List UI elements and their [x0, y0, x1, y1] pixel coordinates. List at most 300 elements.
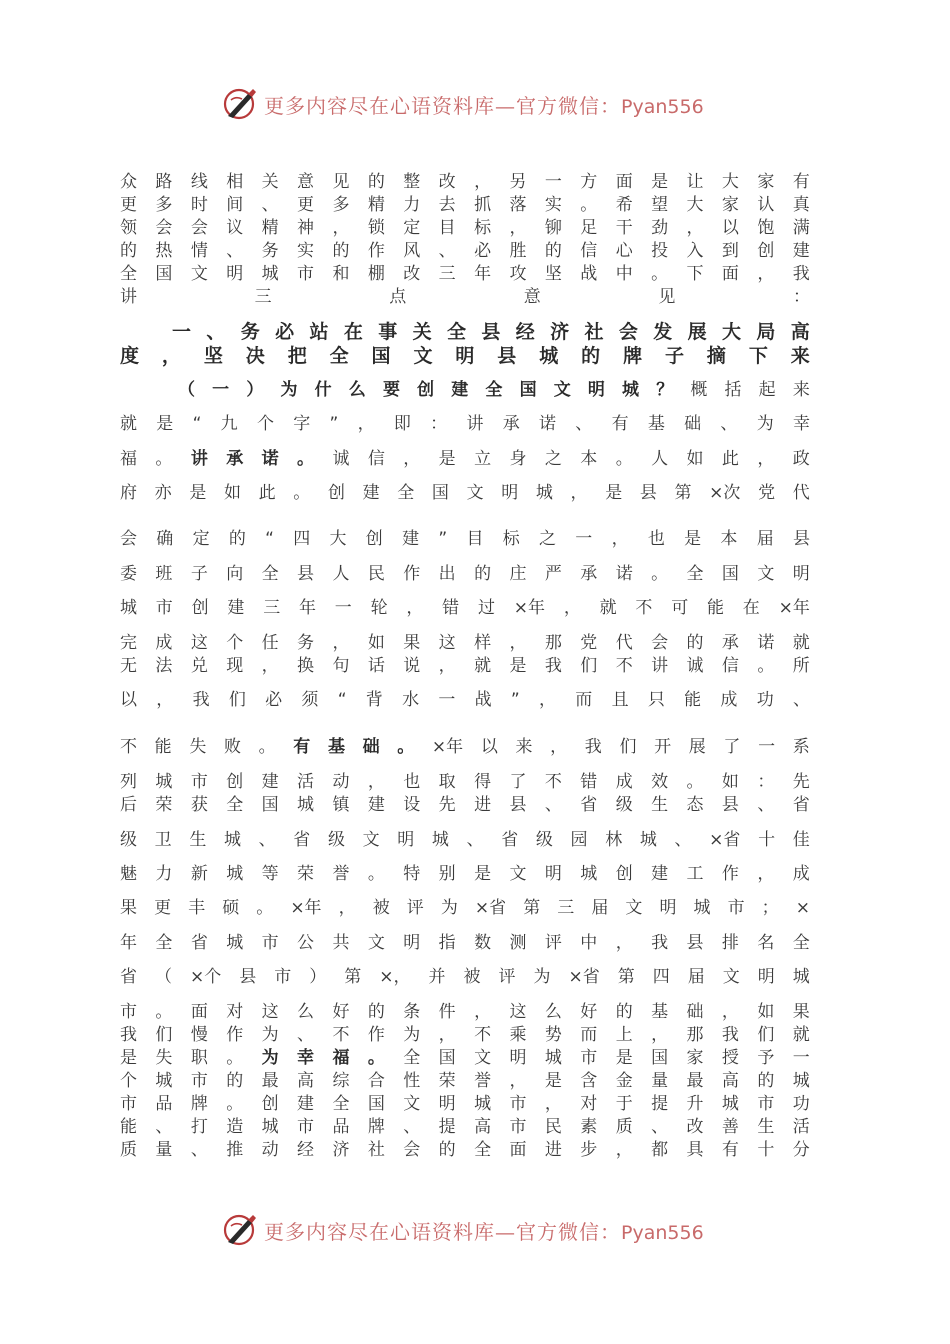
char: 只: [647, 690, 665, 710]
char: 、: [155, 1117, 173, 1137]
char: 一: [758, 737, 776, 757]
char: ×年: [513, 598, 546, 618]
char: （: [178, 380, 195, 400]
char: ，: [757, 864, 775, 884]
char: 诚: [686, 656, 704, 676]
char: 品: [332, 1117, 350, 1137]
char: 名: [757, 933, 775, 953]
char: 全: [474, 1140, 492, 1160]
char: 。: [367, 1048, 385, 1068]
char: 。: [256, 898, 274, 918]
char: 牌: [623, 345, 643, 367]
char: 取: [438, 772, 456, 792]
char: ”: [438, 529, 448, 549]
char: 我: [584, 737, 602, 757]
char: 战: [474, 690, 492, 710]
char: 国: [519, 380, 537, 400]
char: 之: [539, 529, 556, 549]
char: 不: [635, 598, 653, 618]
char: 作: [226, 1025, 244, 1045]
char: 后: [120, 795, 137, 815]
char: ，: [509, 218, 527, 238]
char: ，: [539, 690, 556, 710]
char: ，: [474, 1002, 492, 1022]
text-line: [120, 654, 810, 678]
char: 林: [605, 830, 623, 850]
char: 来: [792, 380, 810, 400]
char: 园: [570, 830, 588, 850]
char: 县: [639, 483, 657, 503]
char: 动: [332, 772, 350, 792]
char: 饱: [757, 218, 775, 238]
char: 是: [684, 529, 702, 549]
char: 文: [190, 264, 208, 284]
char: 就: [792, 1025, 810, 1045]
char: 摘: [706, 345, 726, 367]
char: 基: [327, 737, 345, 757]
char: 佳: [792, 830, 810, 850]
char: ？: [656, 380, 674, 400]
char: 会: [403, 1140, 421, 1160]
char: 建: [297, 1094, 315, 1114]
char: 为: [533, 967, 551, 987]
char: 么: [348, 380, 366, 400]
char: 。: [155, 449, 173, 469]
char: 起: [758, 380, 776, 400]
char: 我: [721, 1025, 739, 1045]
char: 荣: [297, 864, 315, 884]
char: 意: [523, 287, 541, 307]
text-line: [120, 481, 810, 505]
char: 个: [120, 1071, 137, 1091]
char: 县: [497, 345, 517, 367]
char: 力: [403, 195, 421, 215]
char: 品: [155, 1094, 173, 1114]
char: 级: [535, 830, 553, 850]
char: 站: [309, 321, 329, 343]
section-heading-line: [120, 344, 810, 368]
char: 大: [686, 195, 704, 215]
char: 明: [659, 898, 677, 918]
char: 级: [327, 830, 345, 850]
char: 。: [258, 737, 276, 757]
char: 具: [686, 1140, 704, 1160]
char: 民: [367, 564, 385, 584]
char: 大: [721, 172, 739, 192]
char: 福: [332, 1048, 350, 1068]
text-line: [120, 447, 810, 471]
char: 的: [474, 564, 492, 584]
char: 面: [615, 172, 633, 192]
char: 生: [189, 830, 207, 850]
char: 入: [686, 241, 704, 261]
char: 们: [228, 690, 246, 710]
char: 和: [332, 264, 350, 284]
text-line: [120, 931, 810, 955]
char: 上: [615, 1025, 633, 1045]
char: 不: [615, 656, 633, 676]
char: 精: [261, 218, 279, 238]
char: 果: [792, 1002, 810, 1022]
char: 更: [297, 195, 315, 215]
char: 城: [297, 795, 315, 815]
char: ，: [570, 483, 588, 503]
char: 打: [190, 1117, 208, 1137]
char: 省: [580, 795, 598, 815]
char: 以: [120, 690, 137, 710]
char: 明: [792, 564, 810, 584]
char: 不: [120, 737, 137, 757]
char: 本: [720, 529, 738, 549]
char: 会: [618, 321, 638, 343]
banner-dash: —: [495, 93, 516, 118]
char: 最: [686, 1071, 704, 1091]
char: 届: [756, 529, 774, 549]
char: 明: [757, 967, 775, 987]
char: 话: [367, 656, 385, 676]
char: 是: [615, 1048, 633, 1068]
char: 目: [438, 218, 456, 238]
char: 局: [756, 321, 776, 343]
char: 文: [757, 564, 775, 584]
char: 创: [417, 380, 435, 400]
char: 相: [226, 172, 244, 192]
char: 的: [332, 241, 350, 261]
char: 事: [378, 321, 398, 343]
char: 丰: [188, 898, 206, 918]
char: 是: [509, 656, 527, 676]
char: 量: [651, 1071, 669, 1091]
char: 城: [792, 1071, 810, 1091]
text-line: [120, 793, 810, 817]
char: 子: [190, 564, 208, 584]
char: 党: [758, 483, 776, 503]
char: 共: [332, 933, 350, 953]
char: 城: [693, 898, 711, 918]
char: 设: [403, 795, 421, 815]
char: 、: [206, 321, 226, 343]
char: 省: [293, 830, 311, 850]
char: 政: [792, 449, 810, 469]
char: 度: [120, 345, 140, 367]
char: 文: [722, 967, 740, 987]
char: 、: [403, 1117, 421, 1137]
banner-wechat-id: Pyan556: [621, 95, 704, 118]
char: 性: [403, 1071, 421, 1091]
char: 会: [155, 218, 173, 238]
char: 。: [226, 1094, 244, 1114]
char: 创: [261, 1094, 279, 1114]
char: 立: [474, 449, 492, 469]
char: 市: [509, 1117, 527, 1137]
char: 且: [611, 690, 629, 710]
char: 。: [293, 483, 311, 503]
char: 等: [261, 864, 279, 884]
char: 为: [261, 1025, 279, 1045]
char: 础: [362, 737, 380, 757]
char: ：: [792, 287, 810, 307]
char: 。: [651, 264, 669, 284]
char: 另: [509, 172, 527, 192]
char: 城: [721, 1094, 739, 1114]
char: 得: [474, 772, 492, 792]
char: 明: [226, 264, 244, 284]
char: 有: [721, 1140, 739, 1160]
char: 就: [474, 656, 492, 676]
char: 一: [438, 690, 456, 710]
char: ，: [509, 633, 527, 653]
char: 全: [403, 1048, 421, 1068]
char: 年: [120, 933, 137, 953]
char: 基: [647, 414, 665, 434]
char: 实: [297, 241, 315, 261]
char: 推: [226, 1140, 244, 1160]
char: 省: [792, 795, 810, 815]
char: 城: [155, 772, 173, 792]
char: ×省: [568, 967, 600, 987]
char: 委: [120, 564, 137, 584]
char: 把: [287, 345, 307, 367]
char: 幸: [792, 414, 810, 434]
char: 们: [580, 656, 598, 676]
char: 失: [189, 737, 207, 757]
char: 活: [297, 772, 315, 792]
char: 城: [261, 1117, 279, 1137]
char: 。: [651, 564, 669, 584]
char: 满: [792, 218, 810, 238]
char: 城: [261, 264, 279, 284]
char: 失: [155, 1048, 173, 1068]
char: 的: [581, 345, 601, 367]
char: 此: [721, 449, 739, 469]
char: 全: [329, 345, 349, 367]
char: 此: [258, 483, 276, 503]
char: 建: [651, 864, 669, 884]
char: 成: [720, 690, 738, 710]
banner-wechat-label: 官方微信：: [516, 93, 621, 118]
text-line: [120, 412, 810, 436]
text-line: [120, 631, 810, 655]
char: 抓: [474, 195, 492, 215]
char: “: [337, 690, 347, 710]
char: 获: [190, 795, 208, 815]
char: ，: [156, 690, 174, 710]
char: 、: [297, 1025, 315, 1045]
char: 第: [523, 898, 541, 918]
char: 大: [722, 321, 742, 343]
char: 就: [599, 598, 617, 618]
char: 在: [742, 598, 760, 618]
char: 创: [365, 529, 383, 549]
text-line: [120, 193, 810, 217]
char: 被: [463, 967, 481, 987]
char: 即: [393, 414, 411, 434]
char: 市: [509, 1094, 527, 1114]
char: 文: [553, 380, 571, 400]
char: 三: [557, 898, 575, 918]
char: 成: [792, 864, 810, 884]
char: 新: [190, 864, 208, 884]
char: 点: [389, 287, 407, 307]
char: 创: [226, 772, 244, 792]
char: 关: [261, 172, 279, 192]
char: 含: [580, 1071, 598, 1091]
char: 什: [314, 380, 332, 400]
char: 明: [455, 345, 475, 367]
char: 力: [155, 864, 173, 884]
char: 有: [293, 737, 311, 757]
char: 幸: [297, 1048, 315, 1068]
char: 我: [120, 1025, 137, 1045]
char: 济: [332, 1140, 350, 1160]
char: 届: [591, 898, 609, 918]
char: 干: [615, 218, 633, 238]
char: 一: [792, 1048, 810, 1068]
char: ，: [721, 1002, 739, 1022]
text-line: [120, 239, 810, 263]
char: 如: [223, 483, 241, 503]
char: 们: [757, 1025, 775, 1045]
char: 别: [438, 864, 456, 884]
banner-brand: 更多内容尽在心语资料库: [264, 1219, 495, 1244]
char: 作: [721, 864, 739, 884]
char: 意: [297, 172, 315, 192]
text-line: [120, 770, 810, 794]
char: 创: [615, 864, 633, 884]
char: 背: [365, 690, 383, 710]
footer-watermark-banner: [222, 1210, 742, 1250]
char: 国: [651, 1048, 669, 1068]
char: 数: [474, 933, 492, 953]
char: 、: [438, 241, 456, 261]
char: 质: [120, 1140, 137, 1160]
char: 国: [721, 564, 739, 584]
char: ，: [611, 529, 629, 549]
text-line: [120, 828, 810, 852]
char: 落: [509, 195, 527, 215]
char: ，: [615, 933, 633, 953]
char: 县: [297, 564, 315, 584]
char: 关: [412, 321, 432, 343]
char: 必: [275, 321, 295, 343]
char: 提: [438, 1117, 456, 1137]
char: 生: [651, 795, 669, 815]
char: 市: [190, 1071, 208, 1091]
char: 民: [544, 1117, 562, 1137]
char: 条: [403, 1002, 421, 1022]
char: 多: [332, 195, 350, 215]
char: 果: [403, 633, 421, 653]
char: 、: [720, 414, 738, 434]
char: 建: [227, 598, 245, 618]
char: 这: [438, 633, 456, 653]
char: ×年: [778, 598, 810, 618]
char: 一: [212, 380, 230, 400]
char: 公: [297, 933, 315, 953]
char: 国: [431, 483, 449, 503]
char: 不: [474, 1025, 492, 1045]
char: 括: [724, 380, 742, 400]
char: 、: [190, 1140, 208, 1160]
char: 城: [580, 864, 598, 884]
char: 势: [544, 1025, 562, 1045]
char: 全: [686, 564, 704, 584]
char: ”: [329, 414, 339, 434]
char: 金: [615, 1071, 633, 1091]
text-line: [120, 965, 810, 989]
char: 。: [297, 449, 315, 469]
char: 们: [155, 1025, 173, 1045]
char: 本: [580, 449, 598, 469]
char: 定: [403, 218, 421, 238]
char: 严: [544, 564, 562, 584]
char: 质: [615, 1117, 633, 1137]
char: 承: [721, 633, 739, 653]
char: 面: [509, 1140, 527, 1160]
char: 法: [155, 656, 173, 676]
char: 众: [120, 172, 137, 192]
char: 攻: [509, 264, 527, 284]
char: 善: [721, 1117, 739, 1137]
char: 评: [498, 967, 516, 987]
char: 工: [686, 864, 704, 884]
char: 府: [120, 483, 137, 503]
char: 。: [615, 449, 633, 469]
char: 坚: [544, 264, 562, 284]
banner-wechat-id: Pyan556: [621, 1221, 704, 1244]
char: 市: [155, 598, 173, 618]
char: 十: [757, 1140, 775, 1160]
char: 方: [580, 172, 598, 192]
char: 先: [438, 795, 456, 815]
char: 进: [474, 795, 492, 815]
char: 件: [438, 1002, 456, 1022]
char: 硕: [222, 898, 240, 918]
char: 为: [756, 414, 774, 434]
char: 市: [297, 1117, 315, 1137]
char: 展: [687, 321, 707, 343]
char: 如: [721, 772, 739, 792]
char: 人: [651, 449, 669, 469]
char: 九: [220, 414, 238, 434]
char: 为: [261, 1048, 279, 1068]
banner-wechat-label: 官方微信：: [516, 1219, 621, 1244]
char: 城: [792, 967, 810, 987]
char: 让: [686, 172, 704, 192]
text-line: [120, 1023, 810, 1047]
char: 讲: [190, 449, 208, 469]
char: ，: [757, 264, 775, 284]
char: 说: [403, 656, 421, 676]
char: 予: [757, 1048, 775, 1068]
char: 的: [228, 529, 246, 549]
section-heading-line: [172, 320, 810, 344]
char: 县: [686, 933, 704, 953]
text-line: [120, 896, 810, 920]
char: 锁: [367, 218, 385, 238]
char: 棚: [367, 264, 385, 284]
text-line: [120, 262, 810, 286]
char: 活: [792, 1117, 810, 1137]
char: ，: [509, 1071, 527, 1091]
char: 人: [332, 564, 350, 584]
char: 指: [438, 933, 456, 953]
char: 是: [474, 864, 492, 884]
char: 神: [297, 218, 315, 238]
char: 量: [155, 1140, 173, 1160]
char: 市: [120, 1094, 137, 1114]
char: 创: [327, 483, 345, 503]
